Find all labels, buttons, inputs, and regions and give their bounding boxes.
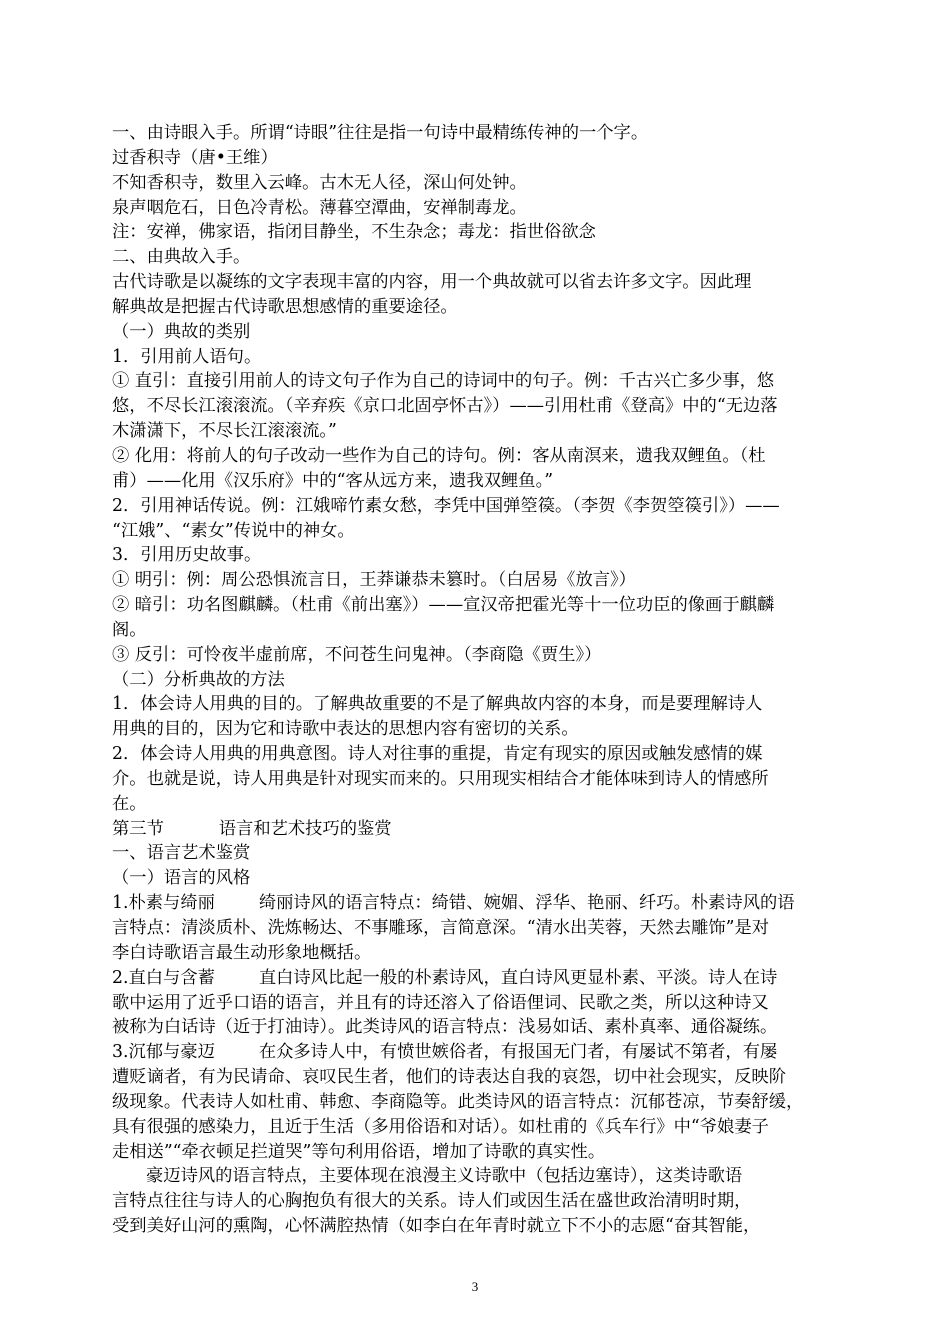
text-line: 甫）——化用《汉乐府》中的“客从远方来，遗我双鲤鱼。” (112, 470, 554, 491)
page-number: 3 (471, 1279, 479, 1294)
text-line: 走相送”“牵衣顿足拦道哭”等句利用俗语，增加了诗歌的真实性。 (112, 1141, 606, 1162)
text-line: 歌中运用了近乎口语的语言，并且有的诗还溶入了俗语俚词、民歌之类，所以这种诗又 (112, 992, 769, 1013)
text-line: （二）分析典故的方法 (112, 669, 285, 690)
text-line: 古代诗歌是以凝练的文字表现丰富的内容，用一个典故就可以省去许多文字。因此理 (112, 272, 752, 293)
text-line: 阁。 (112, 619, 147, 640)
text-line: 受到美好山河的熏陶，心怀满腔热情（如李白在年青时就立下不小的志愿“奋其智能， (112, 1216, 761, 1237)
text-line: ① 明引：例：周公恐惧流言日，王莽谦恭未篡时。（白居易《放言》） (112, 570, 636, 591)
text-line: （一）典故的类别 (112, 321, 251, 342)
text-line: 过香积寺（唐•王维） (112, 147, 278, 168)
text-line: ③ 反引：可怜夜半虚前席，不问苍生问鬼神。（李商隐《贾生》） (112, 644, 602, 665)
text-line: 介。也就是说，诗人用典是针对现实而来的。只用现实相结合才能体味到诗人的情感所 (112, 768, 769, 789)
text-line: 在。 (112, 793, 147, 814)
text-line: 3．引用历史故事。 (112, 545, 262, 566)
text-line: 注：安禅，佛家语，指闭目静坐，不生杂念；毒龙：指世俗欲念 (112, 222, 596, 243)
document-body (112, 121, 820, 1239)
text-line: 言特点往往与诗人的心胸抱负有很大的关系。诗人们或因生活在盛世政治清明时期， (112, 1191, 752, 1212)
text-line: 1．体会诗人用典的目的。了解典故重要的不是了解典故内容的本身，而是要理解诗人 (112, 694, 763, 715)
text-line: 二、由典故入手。 (112, 247, 251, 268)
text-line: 悠，不尽长江滚滚流。（辛弃疾《京口北固亭怀古》）——引用杜甫《登高》中的“无边落 (112, 396, 778, 417)
text-line: 一、由诗眼入手。所谓“诗眼”往往是指一句诗中最精练传神的一个字。 (112, 123, 649, 143)
text-line: 2．引用神话传说。例：江娥啼竹素女愁，李凭中国弹箜篌。（李贺《李贺箜篌引》）—— (112, 495, 780, 516)
text-line: 1．引用前人语句。 (112, 346, 262, 367)
text-line: 不知香积寺，数里入云峰。古木无人径，深山何处钟。 (112, 172, 527, 193)
text-line: 豪迈诗风的语言特点，主要体现在浪漫主义诗歌中（包括边塞诗），这类诗歌语 (146, 1166, 743, 1187)
text-line: 2.直白与含蓄 直白诗风比起一般的朴素诗风，直白诗风更显朴素、平淡。诗人在诗 (112, 967, 778, 988)
text-line: ① 直引：直接引用前人的诗文句子作为自己的诗词中的句子。例：千古兴亡多少事，悠 (112, 371, 775, 392)
text-line: 解典故是把握古代诗歌思想感情的重要途径。 (112, 296, 458, 317)
text-line: 级现象。代表诗人如杜甫、韩愈、李商隐等。此类诗风的语言特点：沉郁苍凉，节奏舒缓， (112, 1091, 804, 1112)
text-line: 言特点：清淡质朴、洗炼畅达、不事雕琢，言简意深。“清水出芙蓉，天然去雕饰”是对 (112, 918, 770, 938)
text-line: 2．体会诗人用典的用典意图。诗人对往事的重提，肯定有现实的原因或触发感情的媒 (112, 744, 763, 765)
text-line: （一）语言的风格 (112, 868, 251, 889)
text-line: 第三节 语言和艺术技巧的鉴赏 (112, 818, 392, 839)
text-line: 3.沉郁与豪迈 在众多诗人中，有愤世嫉俗者，有报国无门者，有屡试不第者，有屡 (112, 1042, 778, 1063)
text-line: 李白诗歌语言最生动形象地概括。 (112, 942, 372, 963)
text-line: 用典的目的，因为它和诗歌中表达的思想内容有密切的关系。 (112, 719, 579, 740)
text-line: 一、语言艺术鉴赏 (112, 843, 251, 864)
text-line: 1.朴素与绮丽 绮丽诗风的语言特点：绮错、婉媚、浮华、艳丽、纤巧。朴素诗风的语 (112, 893, 795, 914)
text-line: 被称为白话诗（近于打油诗）。此类诗风的语言特点：浅易如话、素朴真率、通俗凝练。 (112, 1017, 778, 1038)
text-line: 具有很强的感染力，且近于生活（多用俗语和对话）。如杜甫的《兵车行》中“爷娘妻子 (112, 1116, 769, 1137)
text-line: 遭贬谪者，有为民请命、哀叹民生者，他们的诗表达自我的哀怨，切中社会现实，反映阶 (112, 1067, 786, 1088)
text-line: ② 暗引：功名图麒麟。（杜甫《前出塞》）——宣汉帝把霍光等十一位功臣的像画于麒麟 (112, 595, 775, 616)
text-line: ② 化用：将前人的句子改动一些作为自己的诗句。例：客从南溟来，遗我双鲤鱼。（杜 (112, 445, 766, 466)
text-line: “江娥”、“素女”传说中的神女。 (112, 520, 355, 541)
text-line: 木潇潇下，不尽长江滚滚流。” (112, 421, 337, 442)
text-line: 泉声咽危石，日色冷青松。薄暮空潭曲，安禅制毒龙。 (112, 197, 527, 218)
